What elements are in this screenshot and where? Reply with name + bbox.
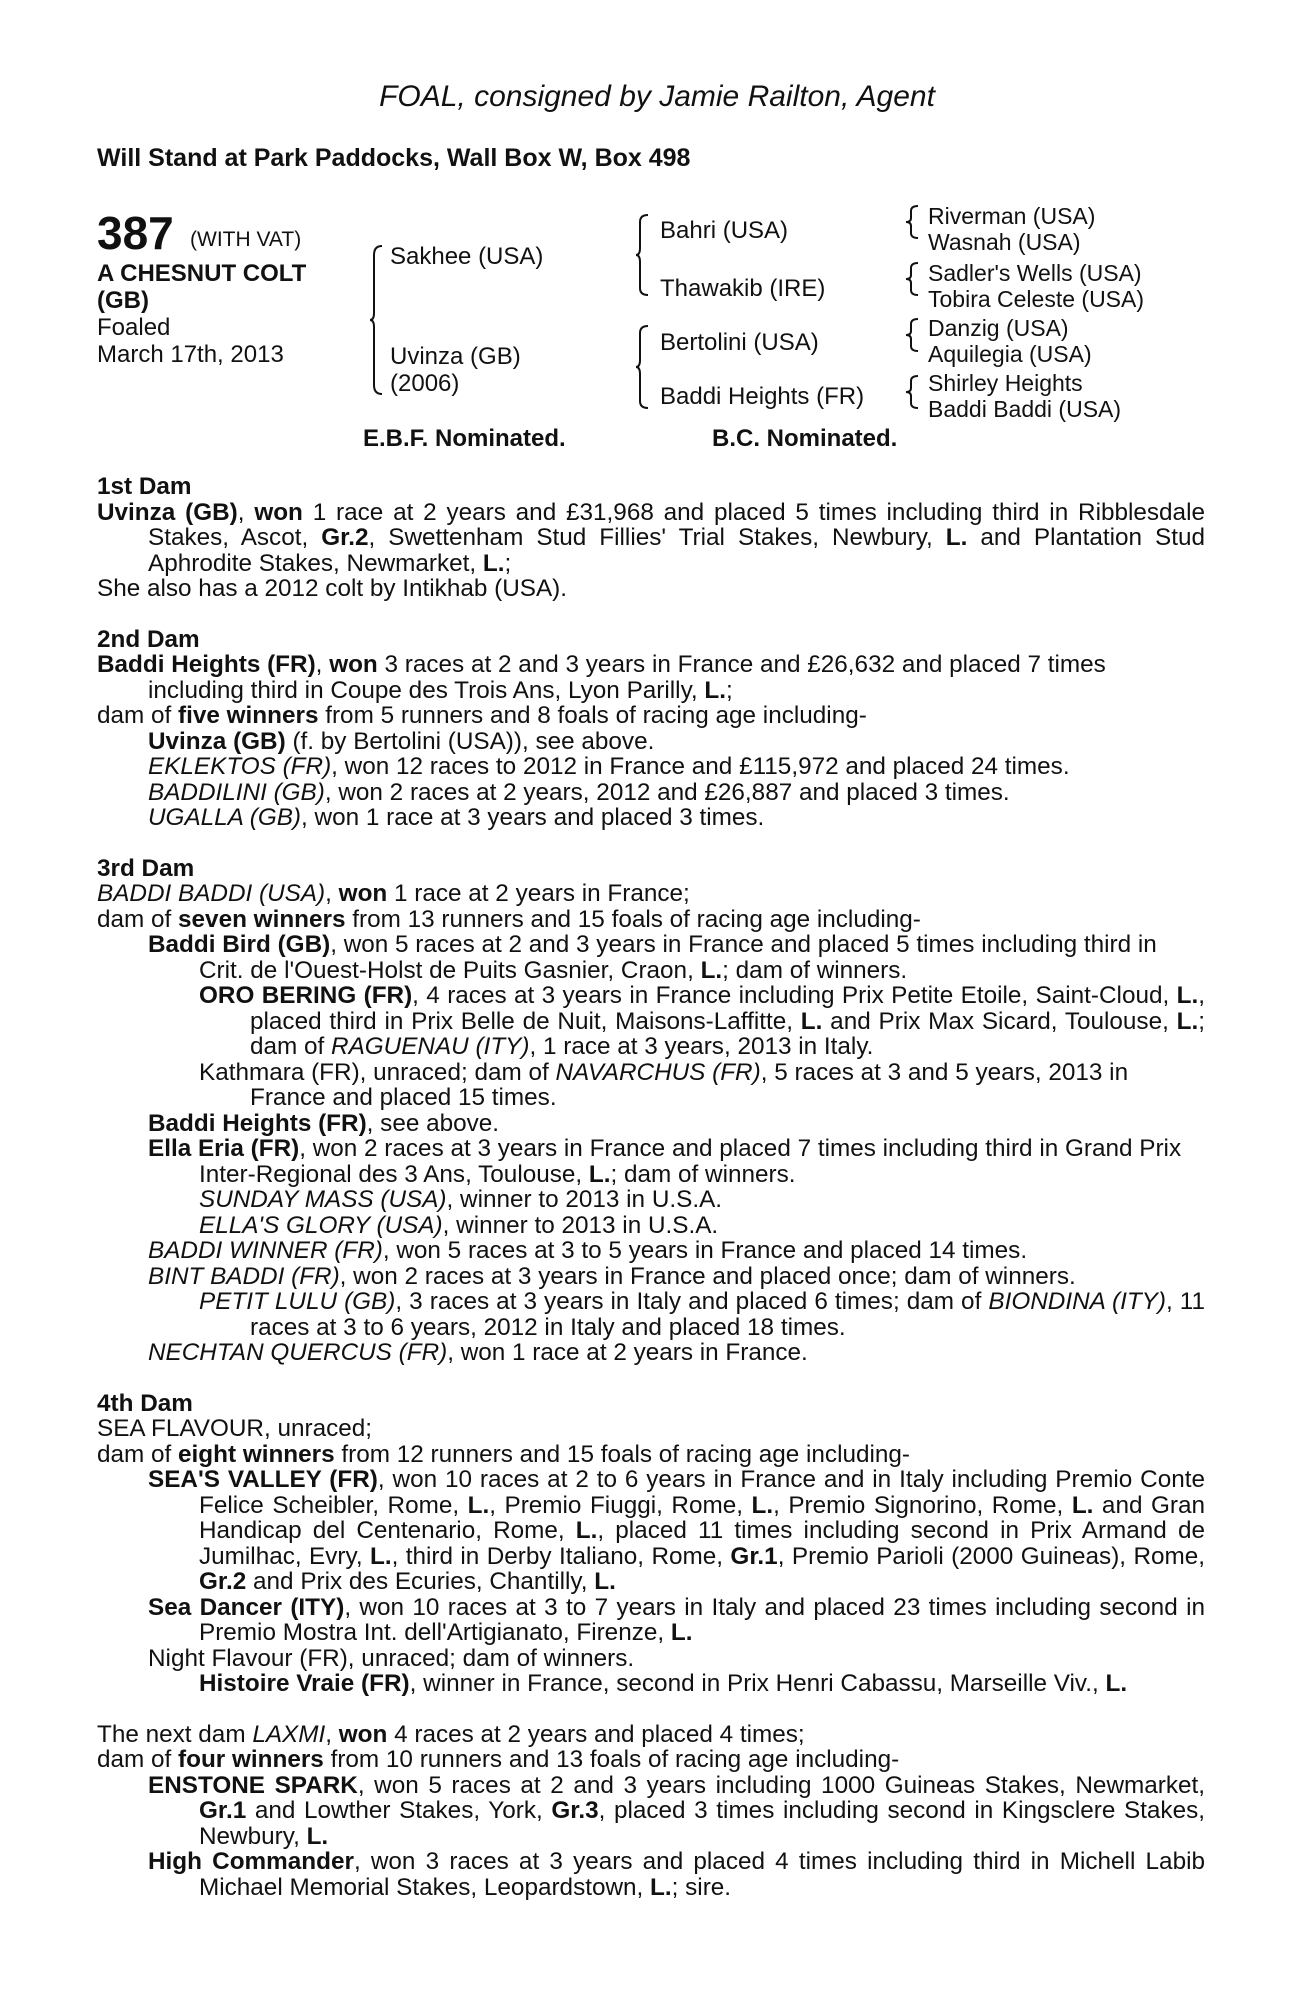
pedigree-bracket-g3-2 [906,262,920,296]
second-dam-heading: 2nd Dam [97,625,200,653]
pedigree-sire-sire: Bahri (USA) [660,217,789,244]
list-item: Ella Eria (FR), won 2 races at 3 years in France and placed 7 times including third in Grand Prix Inter-Regional des 3 Ans, Toulouse, L.; dam of winners. [148,1135,1182,1188]
first-dam-note: She also has a 2012 colt by Intikhab (USA). [97,575,568,602]
second-dam-produce-summary: dam of five winners from 5 runners and 8 foals of racing age including- [97,702,867,729]
list-item: Baddi Bird (GB), won 5 races at 2 and 3 years in France and placed 5 times including third in Crit. de l'Ouest-Holst de Puits Gasnier, Craon, L.; dam of winners. [148,931,1157,984]
pedigree-g3-7: Shirley Heights [928,370,1083,396]
fourth-dam-produce-summary: dam of eight winners from 12 runners and 15 foals of racing age including- [97,1440,911,1468]
pedigree-bracket-g3-3 [906,318,920,352]
list-item: EKLEKTOS (FR), won 12 races to 2012 in France and £115,972 and placed 24 times. [148,753,1070,780]
pedigree-g3-3: Sadler's Wells (USA) [928,260,1142,286]
list-item: BINT BADDI (FR), won 2 races at 3 years in France and placed once; dam of winners. [148,1262,1076,1290]
pedigree-g3-1: Riverman (USA) [928,203,1096,229]
stand-location: Will Stand at Park Paddocks, Wall Box W, Box 498 [97,144,691,172]
next-dam-produce-summary: dam of four winners from 10 runners and 13 foals of racing age including- [97,1746,900,1773]
pedigree-bracket-1 [370,245,384,395]
list-item: High Commander, won 3 races at 3 years and placed 4 times including third in Michell Labib Michael Memorial Stakes, Leopardstown, L.; sire. [148,1848,1205,1901]
pedigree-bracket-dam [636,325,650,409]
list-item: ORO BERING (FR), 4 races at 3 years in France including Prix Petite Etoile, Saint-Cloud, L., placed third in Prix Belle de Nuit, Maisons-Laffitte, L. and Prix Max Sicard, Toulouse, L.; dam of RAGUENAU (ITY), 1 race at 3 years, 2013 in Italy. [199,982,1205,1060]
list-item: Histoire Vraie (FR), winner in France, second in Prix Henri Cabassu, Marseille Viv., L. [199,1670,1128,1697]
list-item: Uvinza (GB) (f. by Bertolini (USA)), see above. [148,727,655,755]
first-dam-record: Uvinza (GB), won 1 race at 2 years and £31,968 and placed 5 times including third in Ribblesdale Stakes, Ascot, Gr.2, Swettenham Stud Fillies' Trial Stakes, Newbury, L. and Plantation Stud Aphrodite Stakes, Newmarket, L.; [97,498,1205,577]
consignment-header: FOAL, consigned by Jamie Railton, Agent [379,80,935,113]
pedigree-g3-2: Wasnah (USA) [928,229,1081,255]
pedigree-g3-8: Baddi Baddi (USA) [928,396,1122,422]
list-item: PETIT LULU (GB), 3 races at 3 years in Italy and placed 6 times; dam of BIONDINA (ITY), 11 races at 3 to 6 years, 2012 in Italy and placed 18 times. [199,1288,1205,1341]
list-item: ENSTONE SPARK, won 5 races at 2 and 3 years including 1000 Guineas Stakes, Newmarket, Gr.1 and Lowther Stakes, York, Gr.3, placed 3 times including second in Kingsclere Stakes, Newbury, L. [148,1771,1205,1850]
third-dam-section [97,856,1205,1366]
list-item: UGALLA (GB), won 1 race at 3 years and placed 3 times. [148,804,765,831]
fourth-dam-heading: 4th Dam [97,1389,193,1417]
list-item: BADDI WINNER (FR), won 5 races at 3 to 5 years in France and placed 14 times. [148,1237,1028,1264]
pedigree-g3-6: Aquilegia (USA) [928,341,1092,367]
foaled-date: March 17th, 2013 [97,341,284,368]
first-dam-heading: 1st Dam [97,473,192,500]
list-item: Baddi Heights (FR), see above. [148,1109,500,1137]
vat-note: (WITH VAT) [190,228,302,251]
ebf-nominated: E.B.F. Nominated. [363,425,566,452]
pedigree-g3-4: Tobira Celeste (USA) [928,286,1145,312]
third-dam-heading: 3rd Dam [97,854,195,882]
list-item: Sea Dancer (ITY), won 10 races at 3 to 7 years in Italy and placed 23 times including second in Premio Mostra Int. dell'Artigianato, Firenze, L. [148,1593,1205,1646]
fourth-dam-section [97,1391,1205,1697]
list-item: Kathmara (FR), unraced; dam of NAVARCHUS (FR), 5 races at 3 and 5 years, 2013 in France and placed 15 times. [199,1058,1129,1111]
third-dam-record: BADDI BADDI (USA), won 1 race at 2 years in France; [97,880,690,907]
pedigree-bracket-g3-4 [906,375,920,409]
list-item: NECHTAN QUERCUS (FR), won 1 race at 2 years in France. [148,1339,808,1366]
bc-nominated: B.C. Nominated. [712,425,898,452]
lot-description-origin: (GB) [97,287,149,314]
pedigree-sire-dam: Thawakib (IRE) [660,275,826,302]
pedigree-g3-5: Danzig (USA) [928,315,1069,341]
pedigree-dam-year: (2006) [390,370,460,397]
dam-history [97,474,1205,1925]
second-dam-record: Baddi Heights (FR), won 3 races at 2 and 3 years in France and £26,632 and placed 7 times including third in Coupe des Trois Ans, Lyon Parilly, L.; [97,651,1106,704]
second-dam-section [97,627,1205,831]
list-item: SUNDAY MASS (USA), winner to 2013 in U.S.A. [199,1186,723,1213]
list-item: BADDILINI (GB), won 2 races at 2 years, 2012 and £26,887 and placed 3 times. [148,778,1010,806]
pedigree-dam: Uvinza (GB) [390,343,521,370]
list-item: SEA'S VALLEY (FR), won 10 races at 2 to 6 years in France and in Italy including Premio Conte Felice Scheibler, Rome, L., Premio Fiuggi, Rome, L., Premio Signorino, Rome, L. and Gran Handicap del Centenario, Rome, L., placed 11 times including second in Prix Armand de Jumilhac, Evry, L., third in Derby Italiano, Rome, Gr.1, Premio Parioli (2000 Guineas), Rome, Gr.2 and Prix des Ecuries, Chantilly, L. [148,1466,1206,1595]
lot-description: A CHESNUT COLT [97,260,307,287]
foaled-label: Foaled [97,314,171,341]
lot-number: 387 [97,207,174,259]
pedigree-bracket-g3-1 [906,205,920,239]
fourth-dam-record: SEA FLAVOUR, unraced; [97,1415,373,1442]
next-dam-record: The next dam LAXMI, won 4 races at 2 years and placed 4 times; [97,1720,805,1748]
pedigree-dam-dam: Baddi Heights (FR) [660,383,865,410]
pedigree-dam-sire: Bertolini (USA) [660,329,819,356]
third-dam-produce-summary: dam of seven winners from 13 runners and 15 foals of racing age including- [97,905,921,933]
pedigree-sire: Sakhee (USA) [390,243,544,270]
pedigree-bracket-sire [636,214,650,296]
list-item: ELLA'S GLORY (USA), winner to 2013 in U.S.A. [199,1211,719,1239]
next-dam-section [97,1722,1205,1901]
list-item: Night Flavour (FR), unraced; dam of winners. [148,1644,635,1672]
first-dam-section [97,474,1205,602]
